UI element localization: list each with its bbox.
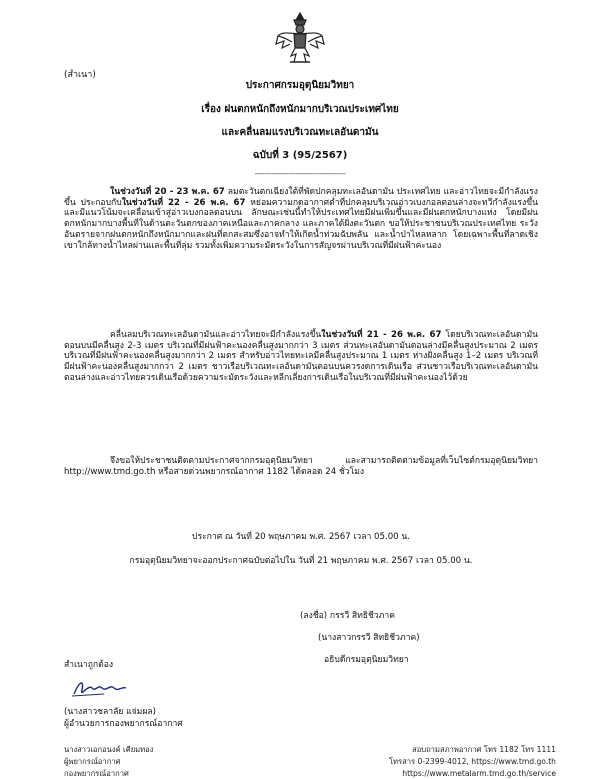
paragraph-1 — [64, 187, 538, 253]
subject-line-1: เรื่อง ฝนตกหนักถึงหนักมากบริเวณประเทศไทย — [201, 104, 399, 115]
date-range-1: ในช่วงวันที่ 20 - 23 พ.ค. 67 — [110, 187, 225, 197]
footer-left — [64, 744, 153, 779]
fax-website[interactable]: โทรสาร 0-2399-4012, https://www.tmd.go.th — [388, 756, 556, 766]
signer-name: (นางสาวกรรวี สิทธิชีวภาค) — [318, 633, 420, 643]
next-issue-note: กรมอุตุนิยมวิทยาจะออกประกาศฉบับต่อไปใน วันที่ 21 พฤษภาคม พ.ศ. 2567 เวลา 05.00 น. — [129, 556, 473, 566]
p2-text-2: โดยบริเวณทะเลอันดามันตอนบนมีคลื่นสูง 2-3 เมตร บริเวณที่มีฝนฟ้าคะนองคลื่นสูงมากกว่า 3 เมตร ส่วนทะเลอันดามันตอนล่างมีคลื่นสูงประมาณ 2 เมตร บริเวณที่มีฝนฟ้าคะนองคลื่นสูงมากกว่า 2 เมตร สำหรับอ่าวไทยทะเลมีคลื่นสูงประมาณ 1 เมตร ห่างฝั่งคลื่นสูง 1–2 เมตร บริเวณที่มีฝนฟ้าคะนองคลื่นสูงมากกว่า 2 เมตร ชาวเรือบริเวณทะเลอันดามันตอนบนควรงดการเดินเรือ ส่วนชาวเรือบริเวณทะเลอันดามันตอนล่างและอ่าวไทยควรเดินเรือด้วยความระมัดระวังและหลีกเลี่ยงการเดินเรือในบริเวณที่มีฝนฟ้าคะนองไว้ด้วย — [64, 330, 538, 383]
footer-right — [380, 744, 556, 779]
certifier-block — [64, 706, 183, 731]
certifier-title: ผู้อำนวยการกองพยากรณ์อากาศ — [64, 719, 183, 730]
handwritten-signature — [70, 676, 130, 700]
garuda-emblem — [274, 10, 326, 66]
p3-text: จึงขอให้ประชาชนติดตามประกาศจากกรมอุตุนิยมวิทยา และสามารถติดตามข้อมูลที่เว็บไซต์กรมอุตุนิยมวิทยา http://www.tmd.go.th หรือสายด่วนพยากรณ์อากาศ 1182 ได้ตลอด 24 ชั่วโมง — [64, 456, 538, 477]
paragraph-3 — [64, 456, 538, 479]
date-range-2: ในช่วงวันที่ 22 - 26 พ.ค. 67 — [121, 197, 246, 208]
date-range-3: ในช่วงวันที่ 21 - 26 พ.ค. 67 — [321, 330, 442, 340]
issue-number: ฉบับที่ 3 (95/2567) — [252, 150, 348, 161]
copy-mark: (สำเนา) — [64, 70, 96, 80]
certified-label: สำเนาถูกต้อง — [64, 660, 114, 670]
hotline-info: สอบถามสภาพอากาศ โทร 1182 โทร 1111 — [412, 745, 556, 754]
divider: -------------------------------------- — [254, 169, 346, 178]
subject-line-2: และคลื่นลมแรงบริเวณทะเลอันดามัน — [221, 127, 379, 138]
p2-text-1: คลื่นลมบริเวณทะเลอันดามันและอ่าวไทยจะมีกำลังแรงขึ้น — [110, 330, 322, 340]
signer-title: อธิบดีกรมอุตุนิยมวิทยา — [324, 655, 409, 665]
forecaster-name: นางสาวเอกอนงค์ เคียมทอง — [64, 745, 154, 754]
signature-block — [300, 611, 560, 677]
p1-text-2: หย่อมความกดอากาศต่ำที่ปกคลุมบริเวณอ่าวเบงกอลตอนล่างจะทวีกำลังแรงขึ้น และมีแนวโน้มจะเคลื่อนเข้าสู่อ่าวเบงกอลตอนบน ลักษณะเช่นนี้ทำให้ประเทศไทยมีฝนเพิ่มขึ้นและมีฝนตกหนักบางแห่ง โดยมีฝนตกหนักมากบางพื้นที่ในด้านตะวันตกของภาคเหนือและภาคกลาง และภาคใต้ฝั่งตะวันตก ขอให้ประชาชนบริเวณประเทศไทย ระวังอันตรายจากฝนตกหนักถึงหนักมากและฝนที่ตกสะสมซึ่งอาจทำให้เกิดน้ำท่วมฉับพลัน และน้ำป่าไหลหลาก โดยเฉพาะพื้นที่ลาดเชิงเขาใกล้ทางน้ำไหลผ่านและพื้นที่ลุ่ม รวมทั้งเพิ่มความระมัดระวังในการสัญจรผ่านบริเวณที่มีฝนฟ้าคะนอง — [64, 197, 538, 251]
forecaster-role: ผู้พยากรณ์อากาศ — [64, 756, 121, 766]
signature-line: (ลงชื่อ) กรรวี สิทธิชีวภาค — [300, 611, 395, 621]
issued-date: ประกาศ ณ วันที่ 20 พฤษภาคม พ.ศ. 2567 เวลา 05.00 น. — [192, 532, 410, 542]
announcement-title: ประกาศกรมอุตุนิยมวิทยา — [245, 80, 355, 91]
certifier-name: (นางสาวชลาลัย แจ่มผล) — [64, 707, 156, 717]
service-link[interactable]: https://www.metalarm.tmd.go.th/service — [402, 768, 556, 778]
paragraph-2 — [64, 330, 538, 386]
p1-text-1: ลมตะวันตกเฉียงใต้ที่พัดปกคลุมทะเลอันดามัน ประเทศไทย และอ่าวไทยจะมีกำลังแรงขึ้น ประกอบกับ — [64, 187, 538, 208]
forecaster-division: กองพยากรณ์อากาศ — [64, 768, 129, 778]
